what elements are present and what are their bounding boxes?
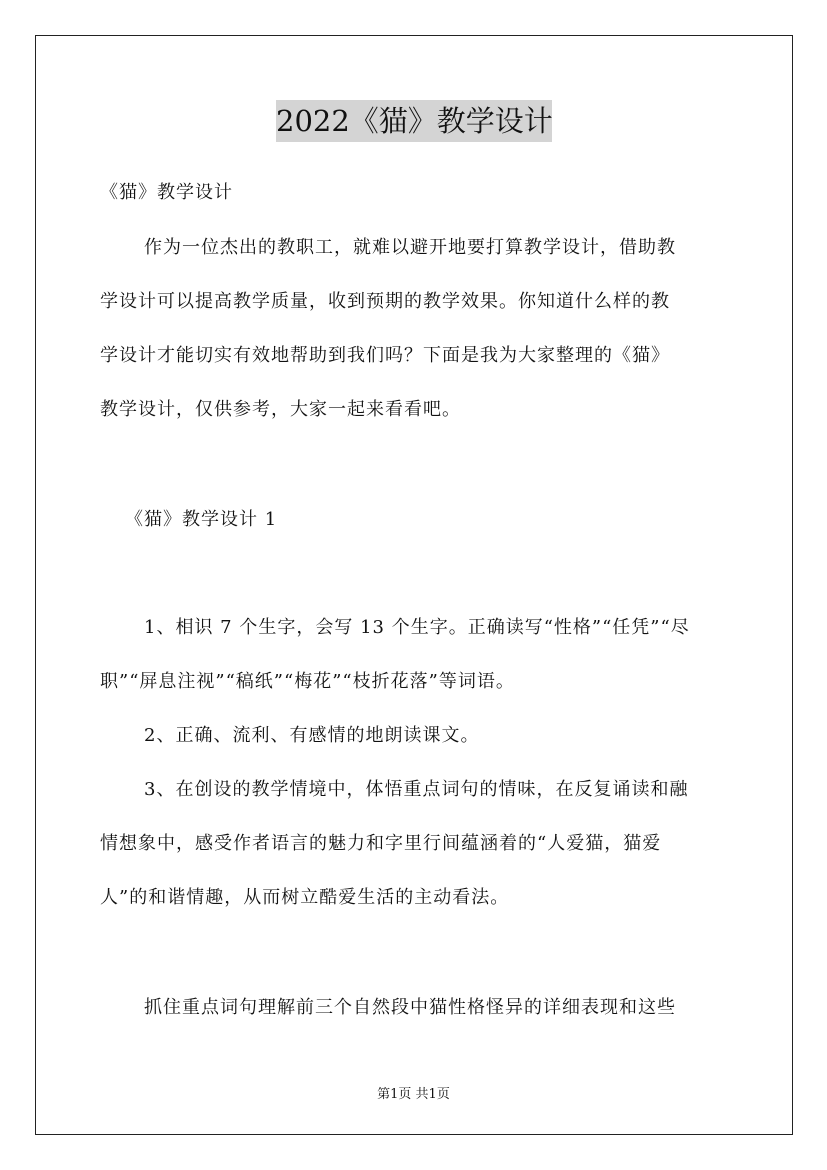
- intro-line-4: 教学设计，仅供参考，大家一起来看看吧。: [100, 399, 461, 420]
- goal-line-5: 情想象中，感受作者语言的魅力和字里行间蕴涵着的“人爱猫，猫爱: [100, 833, 662, 854]
- page-footer: 第1页 共1页: [377, 1087, 450, 1102]
- goal-line-4: 3、在创设的教学情境中，体悟重点词句的情味，在反复诵读和融: [144, 779, 689, 800]
- subtitle: 《猫》教学设计: [100, 182, 233, 203]
- intro-line-3: 学设计才能切实有效地帮助到我们吗？下面是我为大家整理的《猫》: [100, 345, 670, 366]
- document-title: 2022《猫》教学设计: [276, 100, 552, 142]
- intro-line-1: 作为一位杰出的教职工，就难以避开地要打算教学设计，借助教: [144, 237, 676, 258]
- intro-line-2: 学设计可以提高教学质量，收到预期的教学效果。你知道什么样的教: [100, 291, 670, 312]
- goal-line-3: 2、正确、流利、有感情的地朗读课文。: [144, 725, 480, 746]
- body-line-last: 抓住重点词句理解前三个自然段中猫性格怪异的详细表现和这些: [144, 997, 676, 1018]
- goal-line-2: 职”“屏息注视”“稿纸”“梅花”“枝折花落”等词语。: [100, 671, 515, 692]
- goal-line-1: 1、相识 7 个生字，会写 13 个生字。正确读写“性格”“任凭”“尽: [144, 617, 690, 638]
- goal-line-6: 人”的和谐情趣，从而树立酷爱生活的主动看法。: [100, 887, 510, 908]
- section-heading: 《猫》教学设计 1: [125, 509, 278, 530]
